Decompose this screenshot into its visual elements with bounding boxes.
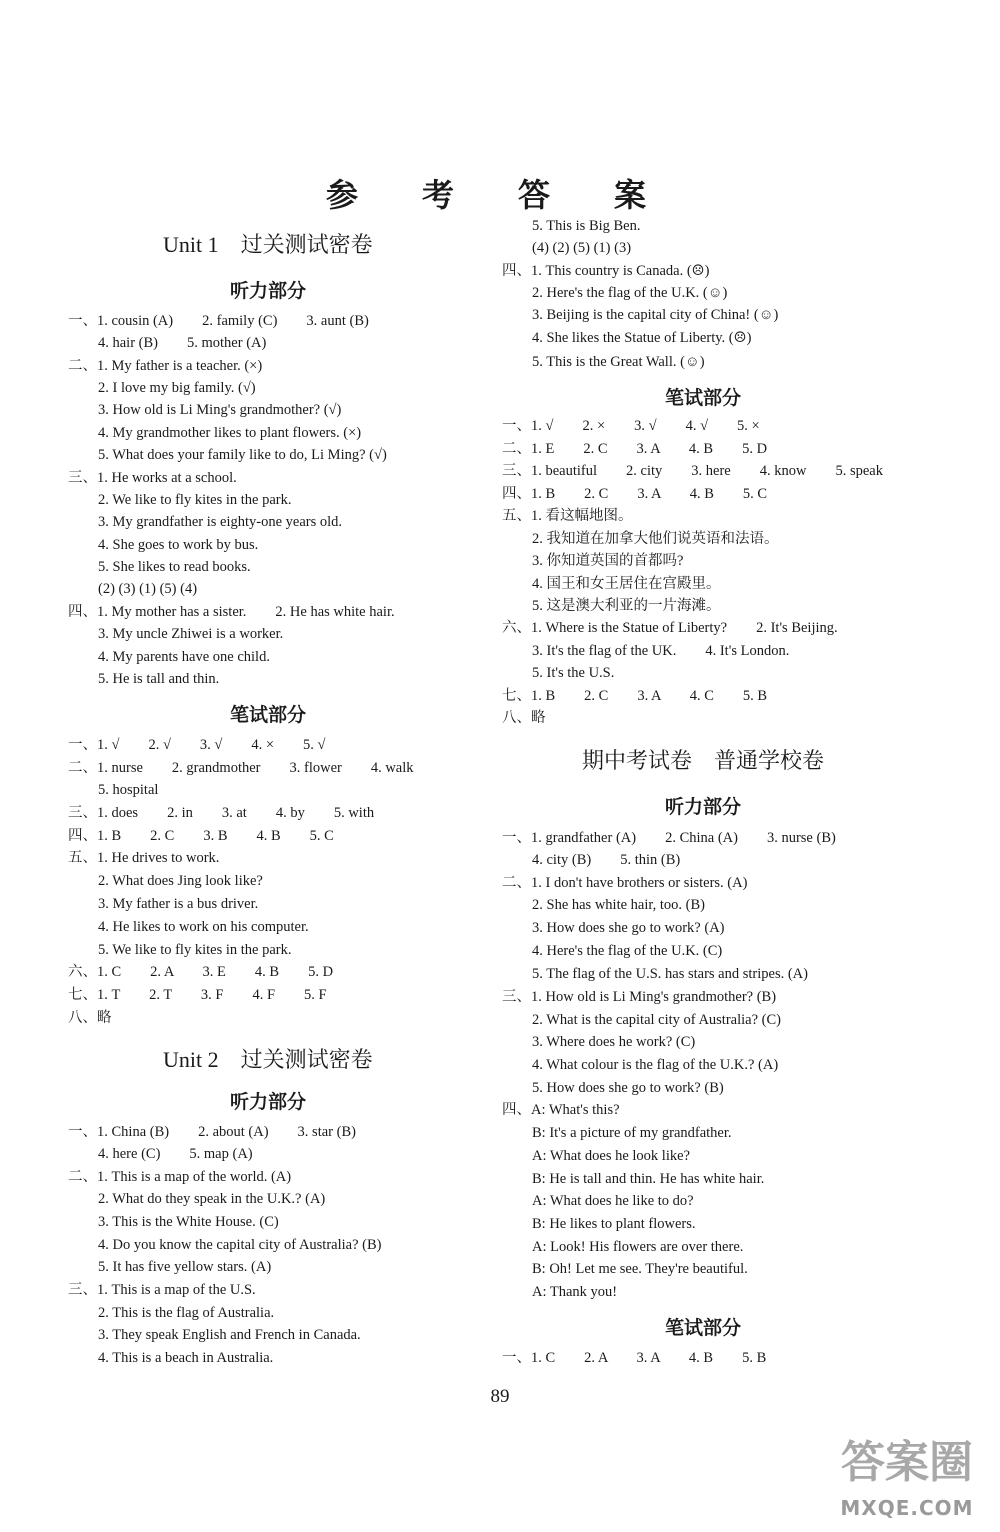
answer-line: 五、1. 看这幅地图。: [502, 508, 633, 524]
answer-line: 3. How old is Li Ming's grandmother? (√): [98, 402, 342, 418]
watermark-logo: [832, 1420, 982, 1520]
answer-line: 四、1. My mother has a sister. 2. He has white hair.: [68, 604, 395, 620]
answer-line: 4. hair (B) 5. mother (A): [98, 335, 267, 351]
answer-line: 一、1. China (B) 2. about (A) 3. star (B): [68, 1124, 356, 1140]
answer-line: 3. My grandfather is eighty-one years old.: [98, 514, 343, 530]
answer-line: 5. This is the Great Wall. (☺): [532, 354, 705, 370]
answer-line: 七、1. T 2. T 3. F 4. F 5. F: [68, 987, 327, 1003]
answer-line: 八、略: [502, 710, 546, 726]
answer-line: B: It's a picture of my grandfather.: [532, 1125, 732, 1141]
answer-line: 4. 国王和女王居住在宫殿里。: [532, 576, 721, 592]
answer-line: 3. It's the flag of the UK. 4. It's London.: [532, 643, 790, 659]
answer-line: 二、1. I don't have brothers or sisters. (A): [502, 875, 748, 891]
subsection-heading: 听力部分: [230, 1092, 307, 1113]
answer-line: 4. Here's the flag of the U.K. (C): [532, 943, 723, 959]
answer-line: 四、A: What's this?: [502, 1102, 620, 1118]
answer-line: 4. She goes to work by bus.: [98, 537, 259, 553]
answer-line: (2) (3) (1) (5) (4): [98, 581, 198, 597]
answer-line: 4. city (B) 5. thin (B): [532, 852, 681, 868]
answer-line: 一、1. grandfather (A) 2. China (A) 3. nurse (B): [502, 830, 836, 846]
answer-line: 六、1. C 2. A 3. E 4. B 5. D: [68, 964, 334, 980]
subsection-heading: 听力部分: [665, 797, 742, 818]
answer-line: 三、1. He works at a school.: [68, 470, 237, 486]
answer-line: 2. This is the flag of Australia.: [98, 1305, 275, 1321]
answer-line: 三、1. beautiful 2. city 3. here 4. know 5. speak: [502, 463, 883, 479]
answer-line: 三、1. does 2. in 3. at 4. by 5. with: [68, 805, 375, 821]
answer-line: B: He likes to plant flowers.: [532, 1216, 696, 1232]
answer-line: 四、1. This country is Canada. (☹): [502, 263, 710, 279]
answer-line: 六、1. Where is the Statue of Liberty? 2. It's Beijing.: [502, 620, 838, 636]
answer-line: 三、1. This is a map of the U.S.: [68, 1282, 256, 1298]
answer-line: 一、1. √ 2. × 3. √ 4. √ 5. ×: [502, 418, 760, 434]
answer-line: 3. They speak English and French in Canada.: [98, 1327, 361, 1343]
answer-line: 2. She has white hair, too. (B): [532, 897, 705, 913]
answer-line: 四、1. B 2. C 3. B 4. B 5. C: [68, 828, 334, 844]
answer-line: 5. He is tall and thin.: [98, 671, 220, 687]
answer-line: A: What does he like to do?: [532, 1193, 694, 1209]
answer-line: 2. What is the capital city of Australia? (C): [532, 1012, 781, 1028]
watermark-main-text: 答案圈: [841, 1437, 973, 1488]
answer-line: 八、略: [68, 1010, 112, 1026]
answer-line: A: Look! His flowers are over there.: [532, 1239, 744, 1255]
answer-line: 3. Beijing is the capital city of China! (☺): [532, 307, 779, 323]
answer-line: 二、1. E 2. C 3. A 4. B 5. D: [502, 441, 768, 457]
answer-line: 5. 这是澳大利亚的一片海滩。: [532, 598, 721, 614]
answer-line: 七、1. B 2. C 3. A 4. C 5. B: [502, 688, 768, 704]
answer-line: 2. What do they speak in the U.K.? (A): [98, 1191, 326, 1207]
answer-line: 4. This is a beach in Australia.: [98, 1350, 274, 1366]
answer-line: 4. He likes to work on his computer.: [98, 919, 309, 935]
answer-line: 3. My uncle Zhiwei is a worker.: [98, 626, 284, 642]
answer-line: 2. I love my big family. (√): [98, 380, 256, 396]
subsection-heading: 笔试部分: [230, 705, 307, 726]
answer-line: 二、1. nurse 2. grandmother 3. flower 4. walk: [68, 760, 414, 776]
page-title: 参 考 答 案: [325, 177, 674, 213]
answer-line: 一、1. C 2. A 3. A 4. B 5. B: [502, 1350, 767, 1366]
answer-line: 四、1. B 2. C 3. A 4. B 5. C: [502, 486, 768, 502]
subsection-heading: 笔试部分: [665, 1318, 742, 1339]
answer-line: 2. Here's the flag of the U.K. (☺): [532, 285, 728, 301]
answer-line: 5. hospital: [98, 782, 159, 798]
subsection-heading: 听力部分: [230, 281, 307, 302]
answer-line: 3. This is the White House. (C): [98, 1214, 279, 1230]
answer-line: 一、1. √ 2. √ 3. √ 4. × 5. √: [68, 737, 326, 753]
answer-line: 2. 我知道在加拿大他们说英语和法语。: [532, 531, 779, 547]
answer-line: 5. It has five yellow stars. (A): [98, 1259, 272, 1275]
section-heading: Unit 2 过关测试密卷: [163, 1047, 373, 1072]
answer-line: 4. My parents have one child.: [98, 649, 270, 665]
answer-line: 三、1. How old is Li Ming's grandmother? (B): [502, 989, 777, 1005]
answer-line: A: What does he look like?: [532, 1148, 690, 1164]
answer-line: 5. It's the U.S.: [532, 665, 615, 681]
answer-line: 4. Do you know the capital city of Australia? (B): [98, 1237, 382, 1253]
answer-line: B: He is tall and thin. He has white hair.: [532, 1171, 765, 1187]
answer-line: 五、1. He drives to work.: [68, 850, 220, 866]
answer-line: 3. How does she go to work? (A): [532, 920, 725, 936]
answer-line: (4) (2) (5) (1) (3): [532, 240, 632, 256]
answer-line: 2. We like to fly kites in the park.: [98, 492, 292, 508]
answer-line: A: Thank you!: [532, 1284, 618, 1300]
answer-line: 2. What does Jing look like?: [98, 873, 263, 889]
section-heading: Unit 1 过关测试密卷: [163, 232, 373, 257]
answer-line: 3. Where does he work? (C): [532, 1034, 696, 1050]
answer-line: 二、1. My father is a teacher. (×): [68, 358, 263, 374]
answer-line: 4. She likes the Statue of Liberty. (☹): [532, 330, 752, 346]
answer-line: 3. My father is a bus driver.: [98, 896, 259, 912]
answer-line: 5. How does she go to work? (B): [532, 1080, 724, 1096]
answer-line: 5. What does your family like to do, Li Ming? (√): [98, 447, 387, 463]
answer-line: 4. here (C) 5. map (A): [98, 1146, 253, 1162]
answer-line: 3. 你知道英国的首都吗?: [532, 553, 684, 569]
answer-line: B: Oh! Let me see. They're beautiful.: [532, 1261, 748, 1277]
answer-line: 一、1. cousin (A) 2. family (C) 3. aunt (B): [68, 313, 369, 329]
page-number: 89: [490, 1386, 510, 1407]
answer-line: 5. We like to fly kites in the park.: [98, 942, 292, 958]
section-heading: 期中考试卷 普通学校卷: [582, 748, 825, 773]
answer-line: 二、1. This is a map of the world. (A): [68, 1169, 292, 1185]
answer-line: 4. My grandmother likes to plant flowers. (×): [98, 425, 362, 441]
answer-line: 5. She likes to read books.: [98, 559, 251, 575]
answer-line: 5. The flag of the U.S. has stars and stripes. (A): [532, 966, 808, 982]
answer-line: 5. This is Big Ben.: [532, 218, 641, 234]
answer-line: 4. What colour is the flag of the U.K.? (A): [532, 1057, 779, 1073]
watermark-url: MXQE.COM: [840, 1496, 974, 1520]
subsection-heading: 笔试部分: [665, 388, 742, 409]
